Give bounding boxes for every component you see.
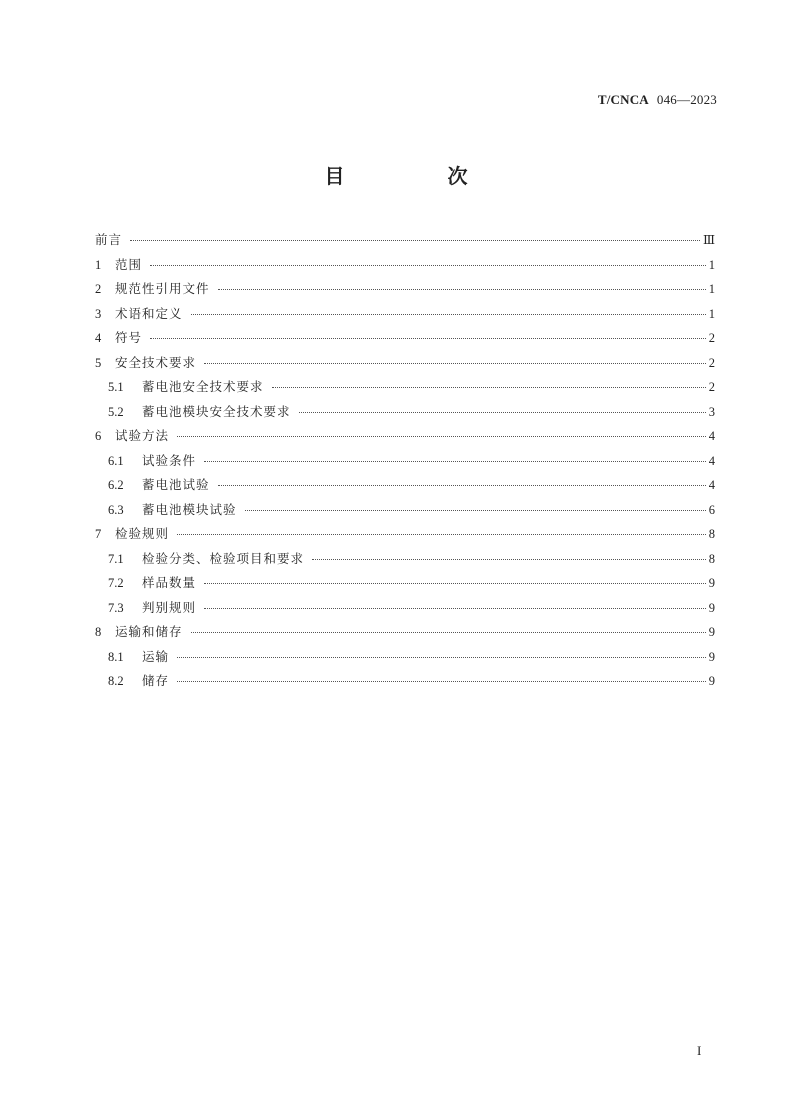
toc-dot-leader bbox=[204, 608, 706, 609]
document-code bbox=[598, 92, 717, 108]
toc-dot-leader bbox=[191, 314, 706, 315]
toc-entry[interactable] bbox=[95, 326, 715, 351]
toc-entry-page: 1 bbox=[708, 306, 715, 321]
toc-entry-title: 样品数量 bbox=[142, 575, 197, 590]
page-number: I bbox=[697, 1043, 702, 1058]
toc-entry-title: 运输和储存 bbox=[115, 624, 183, 639]
toc-entry-number: 5.1 bbox=[108, 380, 124, 394]
toc-entry-page: Ⅲ bbox=[702, 233, 715, 247]
toc-dot-leader bbox=[150, 265, 706, 266]
toc-entry-number: 1 bbox=[95, 257, 102, 272]
toc-entry-page: 2 bbox=[708, 355, 715, 370]
toc-entry-number: 6.2 bbox=[108, 478, 124, 492]
toc-dot-leader bbox=[204, 583, 706, 584]
toc-dot-leader bbox=[177, 534, 706, 535]
toc-entry-number: 7.1 bbox=[108, 551, 124, 566]
toc-entry-number: 2 bbox=[95, 282, 102, 296]
toc-entry[interactable] bbox=[95, 498, 715, 523]
toc-entry-page: 2 bbox=[708, 380, 715, 394]
toc-dot-leader bbox=[150, 338, 706, 339]
toc-entry-title: 蓄电池试验 bbox=[142, 477, 210, 492]
toc-entry[interactable] bbox=[95, 302, 715, 327]
toc-entry-page: 6 bbox=[708, 502, 715, 517]
toc-entry-title: 术语和定义 bbox=[115, 305, 183, 321]
toc-dot-leader bbox=[218, 289, 706, 290]
toc-entry-title: 蓄电池安全技术要求 bbox=[142, 379, 264, 394]
toc-dot-leader bbox=[177, 657, 706, 658]
toc-entry-number: 8.2 bbox=[108, 674, 124, 688]
toc-entry-number: 7.2 bbox=[108, 576, 124, 590]
toc-entry-title: 检验规则 bbox=[115, 526, 170, 541]
toc-entry-number: 5.2 bbox=[108, 404, 124, 419]
toc-entry[interactable] bbox=[95, 375, 715, 400]
toc-entry[interactable] bbox=[95, 596, 715, 621]
toc-entry[interactable] bbox=[95, 228, 715, 253]
toc-entry-title: 安全技术要求 bbox=[115, 354, 197, 370]
table-of-contents bbox=[95, 228, 715, 694]
toc-entry-number: 5 bbox=[95, 355, 102, 370]
toc-entry-page: 9 bbox=[708, 649, 715, 664]
toc-entry[interactable] bbox=[95, 620, 715, 645]
toc-entry-page: 1 bbox=[708, 282, 715, 296]
toc-entry[interactable] bbox=[95, 424, 715, 449]
toc-entry-number: 3 bbox=[95, 306, 102, 321]
toc-entry[interactable] bbox=[95, 277, 715, 302]
toc-dot-leader bbox=[130, 240, 700, 241]
toc-dot-leader bbox=[245, 510, 706, 511]
toc-dot-leader bbox=[191, 632, 706, 633]
toc-entry[interactable] bbox=[95, 253, 715, 278]
toc-entry-title: 检验分类、检验项目和要求 bbox=[142, 550, 305, 566]
toc-dot-leader bbox=[204, 461, 706, 462]
toc-dot-leader bbox=[218, 485, 706, 486]
toc-dot-leader bbox=[312, 559, 706, 560]
toc-entry[interactable] bbox=[95, 473, 715, 498]
toc-dot-leader bbox=[299, 412, 706, 413]
toc-dot-leader bbox=[272, 387, 706, 388]
toc-entry-page: 9 bbox=[708, 625, 715, 639]
toc-entry-title: 蓄电池模块安全技术要求 bbox=[142, 403, 291, 419]
toc-dot-leader bbox=[177, 436, 706, 437]
toc-entry-page: 4 bbox=[708, 453, 715, 468]
toc-entry-number: 6.3 bbox=[108, 502, 124, 517]
toc-entry[interactable] bbox=[95, 547, 715, 572]
toc-entry-page: 1 bbox=[708, 257, 715, 272]
toc-entry-page: 9 bbox=[708, 576, 715, 590]
toc-entry-title: 规范性引用文件 bbox=[115, 281, 210, 296]
toc-entry-number: 6.1 bbox=[108, 453, 124, 468]
toc-entry-number: 7 bbox=[95, 527, 102, 541]
toc-entry-number: 4 bbox=[95, 331, 102, 345]
toc-entry-title: 符号 bbox=[115, 330, 143, 345]
toc-entry-number: 6 bbox=[95, 429, 102, 443]
toc-entry-title: 蓄电池模块试验 bbox=[142, 501, 237, 517]
toc-entry-number: 7.3 bbox=[108, 600, 124, 615]
toc-dot-leader bbox=[177, 681, 706, 682]
toc-entry-title: 试验方法 bbox=[115, 428, 170, 443]
toc-entry-title: 判别规则 bbox=[142, 599, 197, 615]
toc-entry-page: 9 bbox=[708, 674, 715, 688]
toc-entry-page: 2 bbox=[708, 331, 715, 345]
toc-entry-number: 8.1 bbox=[108, 649, 124, 664]
toc-entry[interactable] bbox=[95, 351, 715, 376]
toc-entry[interactable] bbox=[95, 400, 715, 425]
document-org: T/CNCA bbox=[597, 92, 649, 107]
toc-entry-number: 8 bbox=[95, 625, 102, 639]
toc-entry[interactable] bbox=[95, 571, 715, 596]
toc-entry-page: 3 bbox=[708, 404, 715, 419]
toc-entry[interactable] bbox=[95, 522, 715, 547]
toc-entry[interactable] bbox=[95, 669, 715, 694]
toc-entry-title: 前言 bbox=[95, 232, 123, 247]
toc-entry-title: 运输 bbox=[142, 648, 170, 664]
toc-entry[interactable] bbox=[95, 449, 715, 474]
toc-entry-title: 范围 bbox=[115, 256, 143, 272]
document-number: 046—2023 bbox=[656, 92, 717, 107]
toc-entry-title: 试验条件 bbox=[142, 452, 197, 468]
toc-entry-page: 4 bbox=[708, 429, 715, 443]
toc-entry-page: 8 bbox=[708, 551, 715, 566]
toc-entry-page: 8 bbox=[708, 527, 715, 541]
toc-entry-page: 4 bbox=[708, 478, 715, 492]
toc-entry-title: 储存 bbox=[142, 673, 170, 688]
toc-dot-leader bbox=[204, 363, 706, 364]
toc-entry[interactable] bbox=[95, 645, 715, 670]
toc-entry-page: 9 bbox=[708, 600, 715, 615]
page-title: 目 次 bbox=[324, 164, 516, 188]
